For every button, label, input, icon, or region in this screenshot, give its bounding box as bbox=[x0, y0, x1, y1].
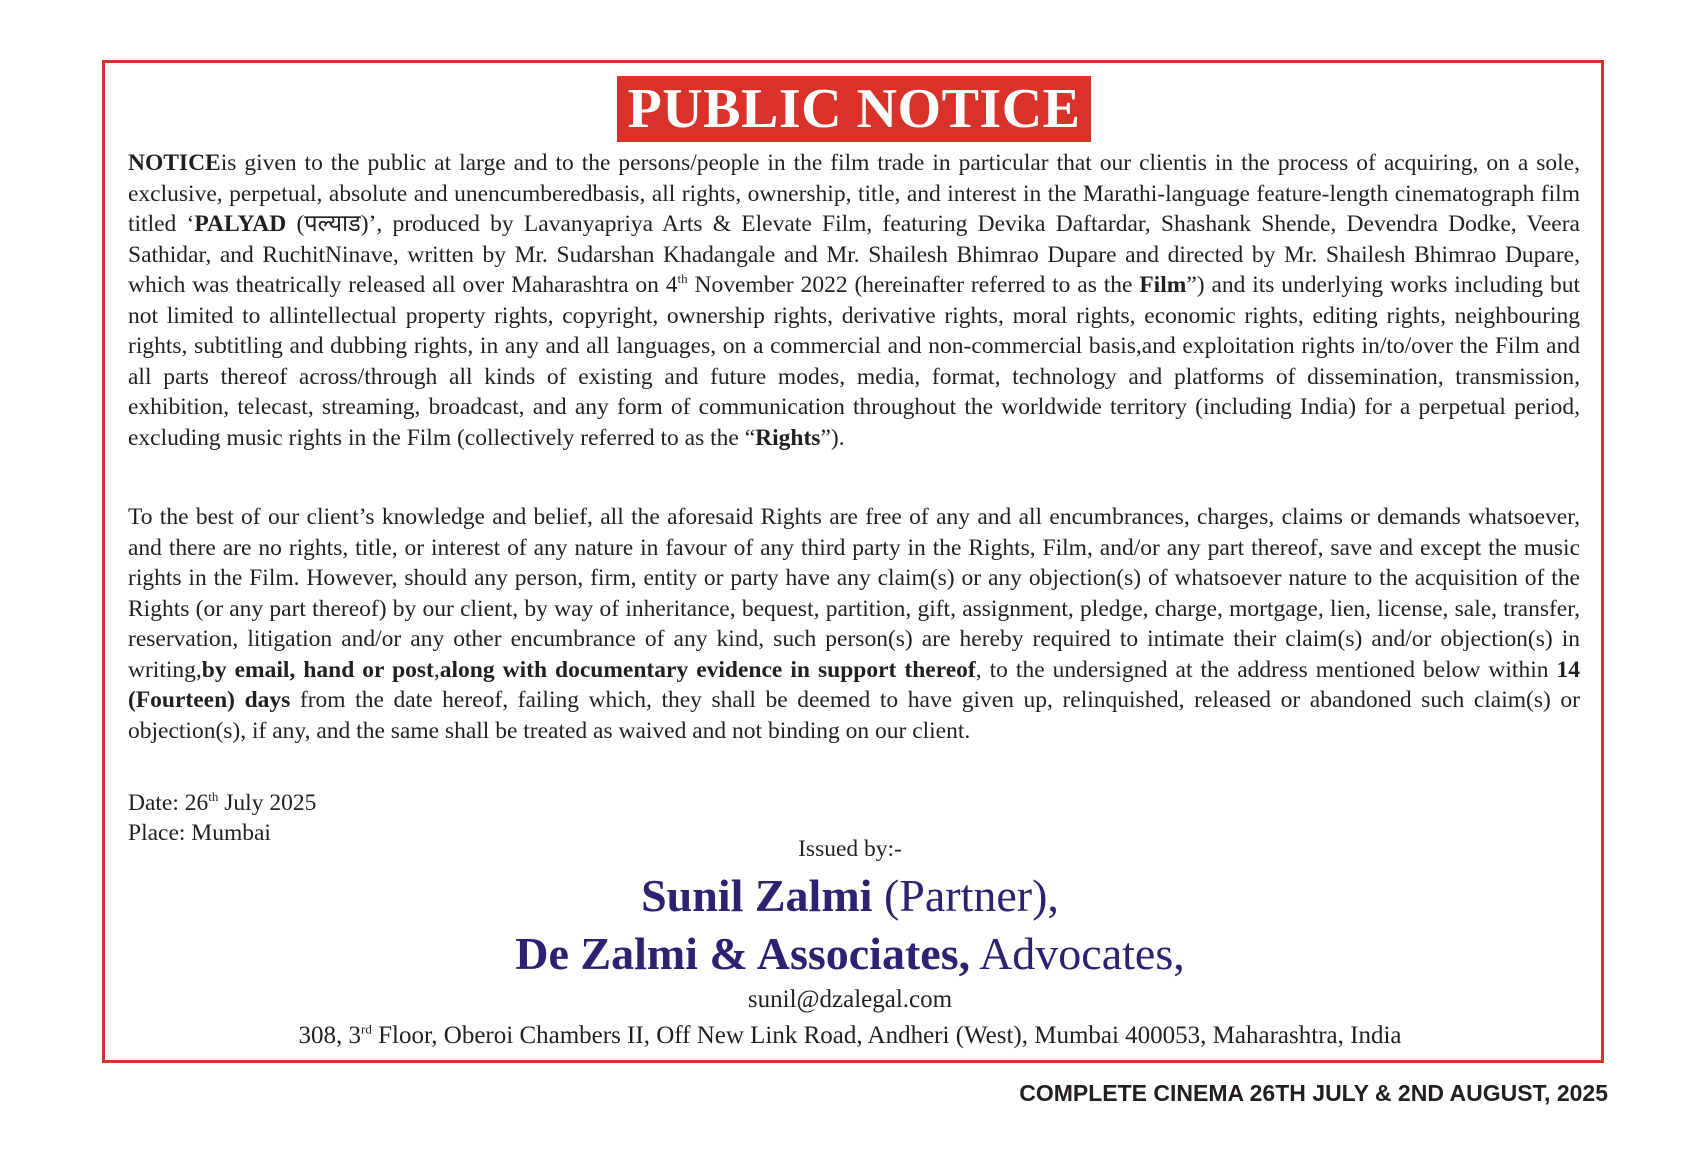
para2-segment: from the date hereof, failing which, they shall be deemed to have given up, relinquished, released or abandoned such claim(s) or objection(s), if any, and the same shall be treated as waived and not binding on our client. bbox=[128, 687, 1580, 744]
para1-segment: November 2022 (hereinafter referred to as the bbox=[687, 272, 1140, 298]
address-prefix: 308, 3 bbox=[298, 1022, 361, 1049]
para1-segment: Rights bbox=[755, 424, 821, 451]
date-suffix-sup: th bbox=[208, 789, 219, 805]
para1-segment: Film bbox=[1139, 272, 1187, 298]
para2-segment: To the best of our client’s knowledge and belief, all the aforesaid Rights are free of any and all encumbrances, charges, claims or demands whatsoever, and there are no rights, title, or interest of any nature in favour of any third party in the Rights, Film, and/or any part thereof, save and except the music rights in the Film. However, should any person, firm, entity or party have any claim(s) or any objection(s) of whatsoever nature to the acquisition of the Rights (or any part thereof) by our client, by way of inheritance, bequest, partition, gift, assignment, pledge, charge, mortgage, lien, license, sale, transfer, reservation, litigation and/or any other encumbrance of any kind, such person(s) are hereby required to intimate their claim(s) and/or objection(s) in writing, bbox=[128, 504, 1580, 683]
notice-date bbox=[128, 788, 316, 818]
para1-segment: is given to the public at large and to the persons/people in the film trade in particular that our clientis in the process of acquiring, on a sole, exclusive, perpetual, absolute and unencumberedbasis, all rights, ownership, title, and interest in the Marathi-language feature-length cinematograph film titled ‘ bbox=[128, 150, 1580, 237]
address-suffix: Floor, Oberoi Chambers II, Off New Link Road, Andheri (West), Mumbai 400053, Maharashtra, India bbox=[371, 1022, 1402, 1049]
para1-segment: ”). bbox=[820, 424, 845, 451]
notice-paragraph-2 bbox=[128, 502, 1580, 746]
public-notice-banner: PUBLIC NOTICE bbox=[617, 76, 1091, 142]
date-month-year: July 2025 bbox=[218, 790, 317, 816]
publication-footer: COMPLETE CINEMA 26TH JULY & 2ND AUGUST, 2025 bbox=[1019, 1080, 1608, 1106]
para2-segment: along with documentary evidence in support thereof bbox=[439, 656, 976, 683]
para2-segment: by email, hand or post bbox=[201, 656, 434, 683]
signatory-role: (Partner), bbox=[872, 870, 1059, 921]
signatory-name-line bbox=[0, 868, 1700, 924]
notice-place: Place: Mumbai bbox=[128, 820, 271, 846]
signatory-name: Sunil Zalmi bbox=[641, 870, 873, 921]
para1-segment: NOTICE bbox=[128, 150, 221, 176]
signatory-firm: De Zalmi & Associates, bbox=[515, 928, 971, 979]
para2-segment: , bbox=[433, 656, 440, 683]
notice-paragraph-1 bbox=[128, 148, 1580, 453]
address-sup: rd bbox=[361, 1021, 372, 1037]
para1-segment: (पल्याड)’, produced by Lavanyapriya Arts & Elevate Film, featuring Devika Daftardar, Shashank Shende, Devendra Dodke, Veera Sathidar, and RuchitNinave, written by Mr. Sudarshan Khadangale and Mr. Shailesh Bhimrao Dupare and directed by Mr. Shailesh Bhimrao Dupare, which was theatrically released all over Maharashtra on 4 bbox=[128, 211, 1580, 298]
signatory-email[interactable]: sunil@dzalegal.com bbox=[747, 986, 953, 1013]
para2-segment: 14 (Fourteen) days bbox=[128, 656, 1580, 713]
para1-segment: PALYAD bbox=[194, 211, 287, 237]
date-prefix: Date: 26 bbox=[128, 790, 209, 816]
para1-segment: ”) and its underlying works including but not limited to allintellectual property rights, copyright, ownership rights, derivative rights, moral rights, economic rights, editing rights, neighbouring rights, subtitling and dubbing rights, in any and all languages, on a commercial and non-commercial basis,and exploitation rights in/to/over the Film and all parts thereof across/through all kinds of existing and future modes, media, format, technology and platforms of dissemination, transmission, exhibition, telecast, streaming, broadcast, and any form of communication throughout the worldwide territory (including India) for a perpetual period, excluding music rights in the Film (collectively referred to as the “ bbox=[128, 272, 1580, 451]
signatory-firm-role: Advocates, bbox=[970, 928, 1185, 979]
para2-segment: , to the undersigned at the address mentioned below within bbox=[975, 656, 1557, 683]
signatory-address bbox=[0, 1020, 1700, 1052]
signatory-firm-line bbox=[0, 926, 1700, 982]
para1-segment: th bbox=[677, 271, 688, 287]
issued-by-label: Issued by:- bbox=[798, 836, 902, 862]
